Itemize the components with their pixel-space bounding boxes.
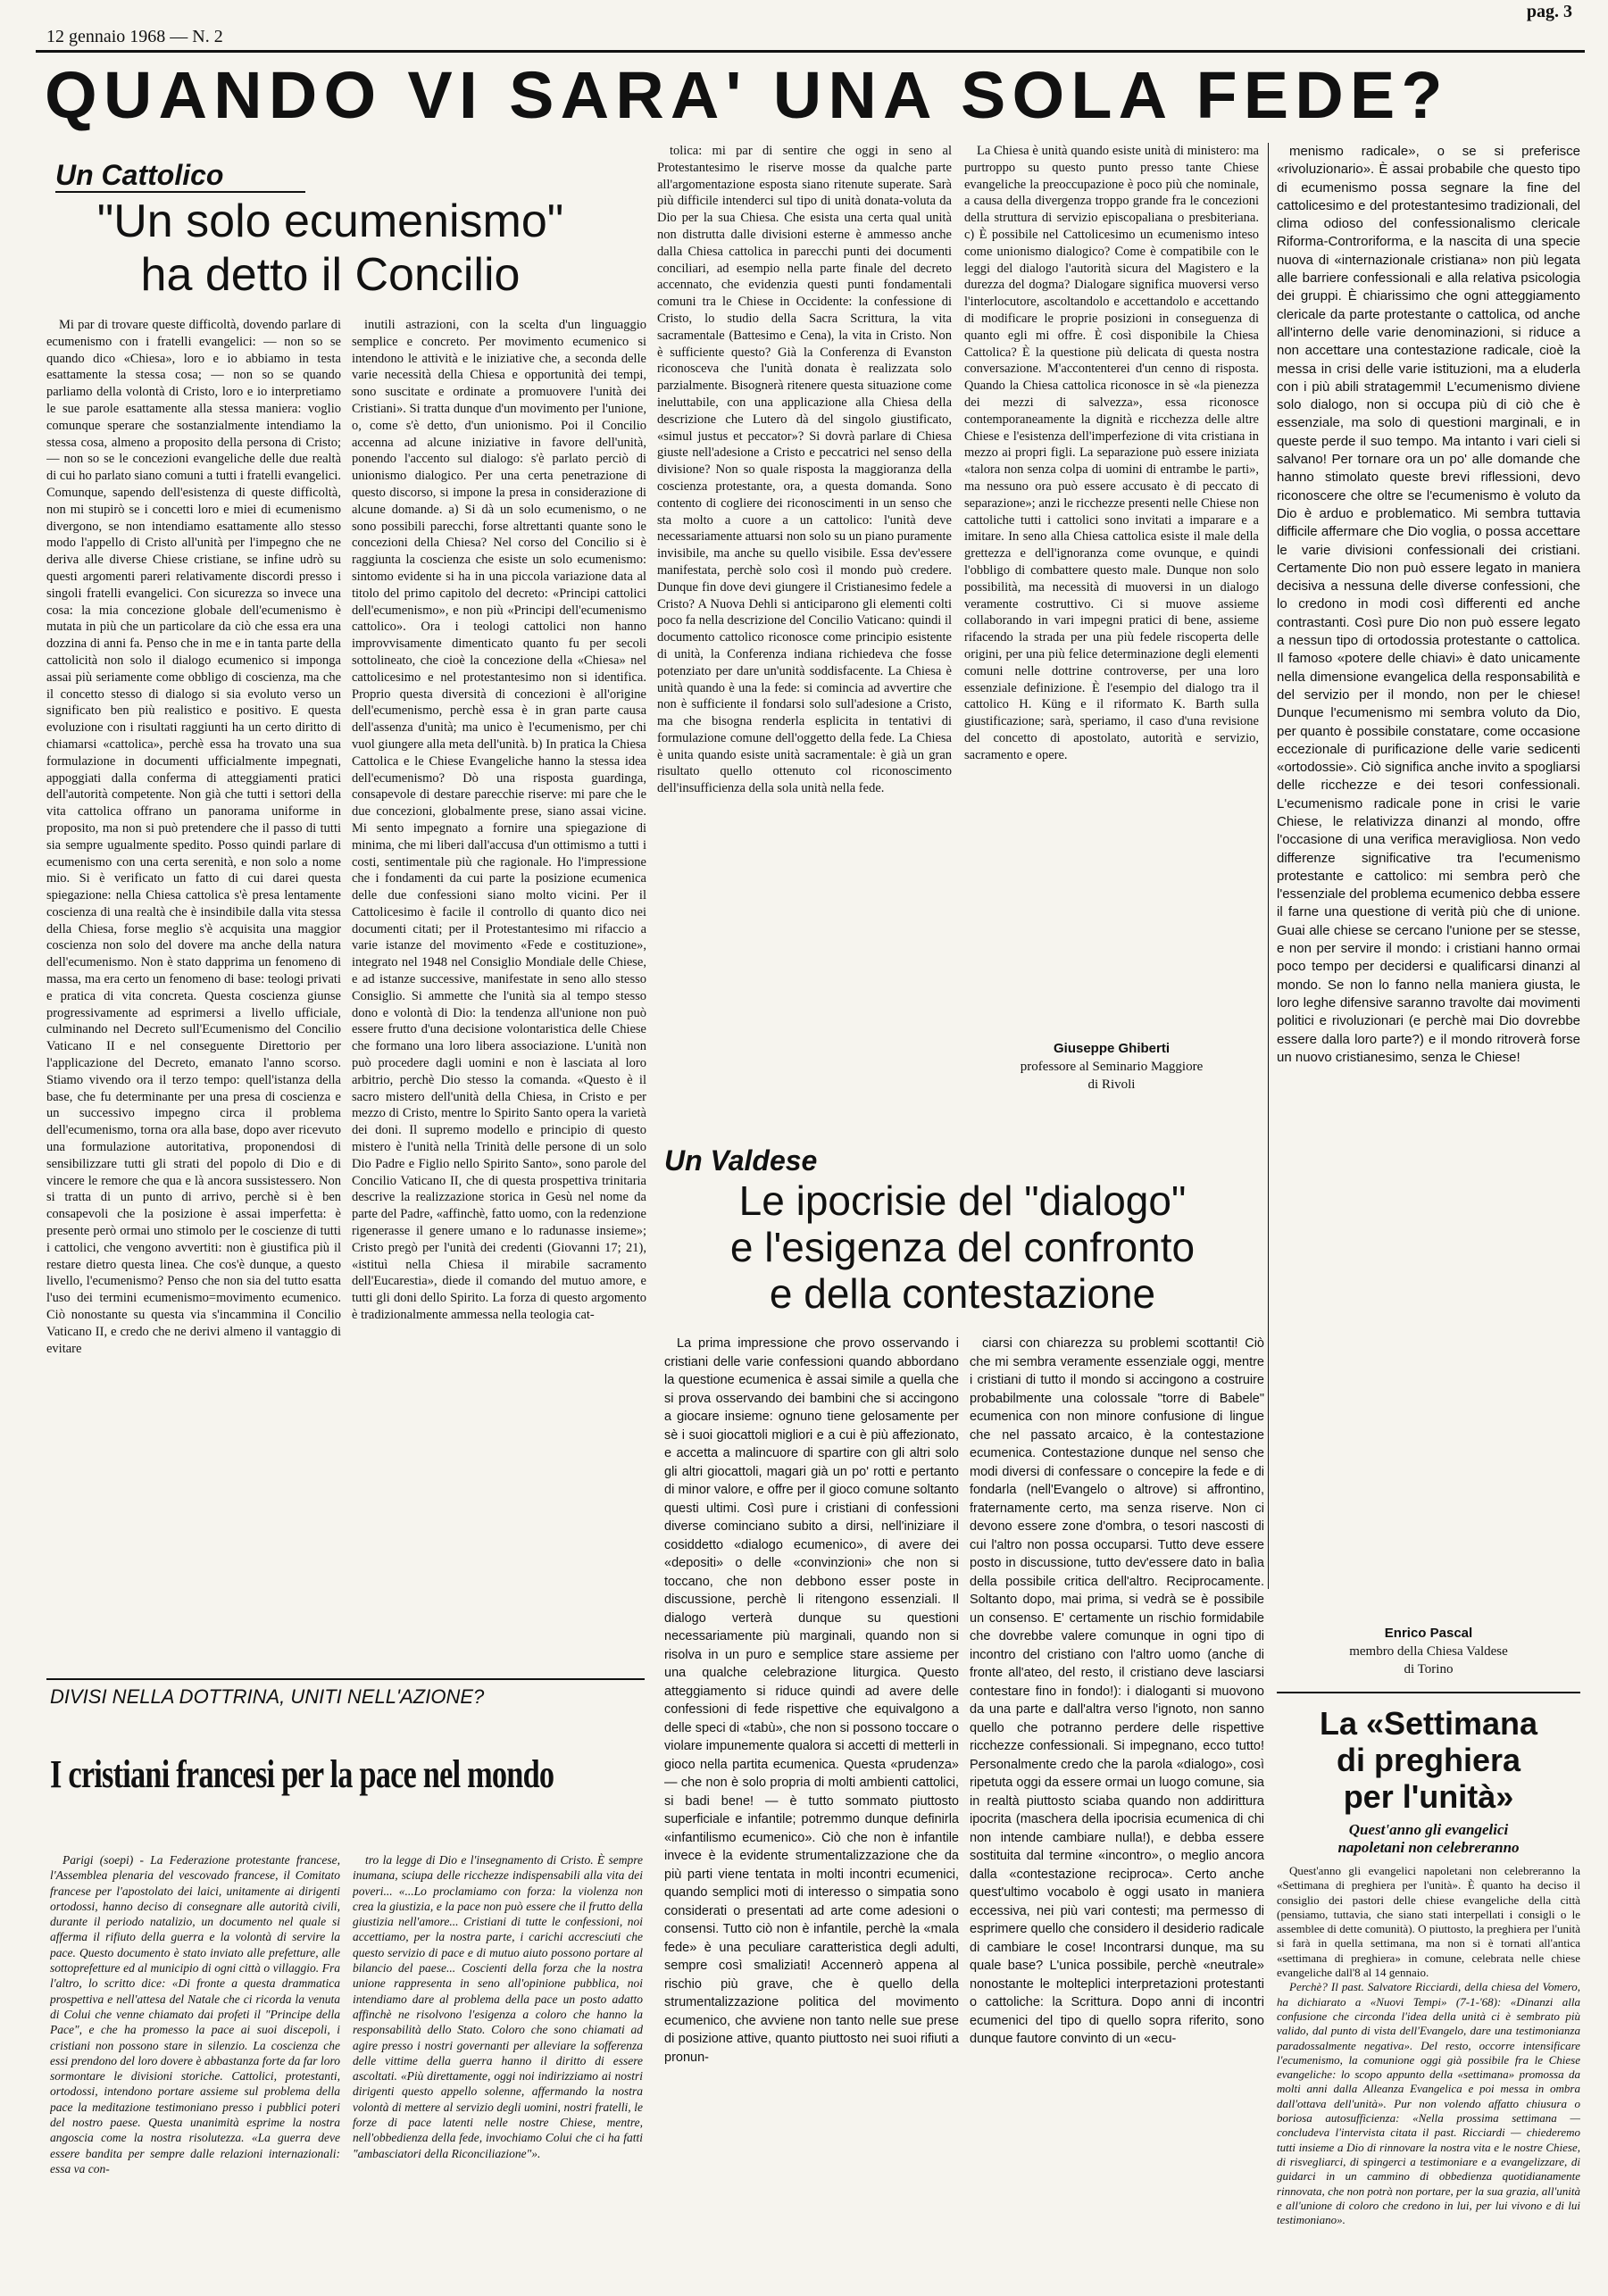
catholic-signature: [964, 1040, 1259, 1094]
masthead-rule: [36, 50, 1585, 53]
valdese-kicker: Un Valdese: [664, 1144, 818, 1177]
catholic-column-4: La Chiesa è unità quando esiste unità di ministero: ma purtroppo su questo punto presso tante Chiese evangeliche la preoccupazione è poco più che nominale, a causa della divergenza troppo grande fra le concezioni della struttura di servizio episcopaliana o presbiteriana. c) È possibile nel Cattolicesimo un ecumenismo inteso come unionismo dialogico? Come è compatibile con le leggi del dialogo l'autorità sicura del Magistero e la durezza del dogma? Dialogare significa muoversi verso l'interlocutore, ascoltandolo e accettandolo e accettando di modificare le proprie posizioni in conseguenza di quanto egli mi offre. È così disponibile la Chiesa Cattolica? È la questione più delicata di questa nostra conversazione. M'accontenterei d'un cenno di risposta. Quando la Chiesa cattolica riconosce in sè «la pienezza dei mezzi di salvezza», essa riconosce contemporaneamente la dignità e ricchezza delle altre Chiese e l'esistenza dell'imperfezione di vita cristiana in mezzo ai propri figli. La separazione può essere iniziata «talora non senza colpa di uomini di entrambe le parti», ma nessuno ora può essere accusato è di peccato di separazione»; anzi le ricchezze presenti nelle Chiese non cattoliche tutti i cattolici sono invitati a imparare e a imitare. In seno alla Chiesa cattolica esiste il male della grettezza e dell'ignoranza come ovunque, e quindi l'obbligo di combattere questo male. Dunque non solo possibilità, ma necessità di muoversi in un dialogo veramente costruttivo. Ci si muove assieme collaborando in vari impegni pratici di bene, assieme rifacendo la strada per una più fedele riscoperta delle origini, per una più felice determinazione degli elementi comuni nelle dottrine controverse, per una loro essenziale definizione. È l'esempio del dialogo tra il cattolico H. Küng e il riformato K. Barth sulla giustificazione; sarà, speriamo, il caso d'una revisione del concetto di apostolato, autorità e servizio, sacramento e opere.: [964, 144, 1259, 762]
valdese-column-2: ciarsi con chiarezza su problemi scottanti! Ciò che mi sembra veramente essenziale oggi, mentre i cristiani di tutto il mondo si accingono a costruire probabilmente una colossale "torre di Babele" ecumenica con non minore confusione di lingue che nel passato arcaico, è la contestazione ecumenica. Contestazione dunque nel senso che modi diversi di confessare o concepire la fede e di fondarla (nell'Evangelo o altrove) si affrontino, fraternamente certo, ma senza riserve. Non ci devono essere zone d'ombra, o tesori nascosti di cui l'altro non possa occuparsi. Tutto deve essere posto in discussione, tutto dev'essere dato in balìa della possibile critica dell'altro. Reciprocamente. Soltanto dopo, mai prima, si vedrà se è possibile un consenso. E' certamente un rischio formidabile che dovrebbe valere comunque in ogni tipo di incontro del cristiano con l'altro uomo (anche di fronte all'ateo, del resto, il cristiano deve lasciarsi contestare fino in fondo!): i dialoganti si muovono da una parte e dall'altra verso l'ignoto, non sanno quello che potranno perdere delle rispettive ricchezze confessionali. Si impegnano, ecco tutto! Personalmente credo che la parola «dialogo», così ripetuta oggi da essere ormai un luogo comune, sia in realtà piuttosto sciaba quando non addirittura ipocrita (maschera della ipocrisia ecumenica di chi non intende cambiare nulla!), e debba essere sostituita dal termine «incontro», o meglio ancora dalla «contestazione reciproca». Certo anche quest'ultimo vocabolo è oggi usato in maniera eccessiva, nei più vari contesti; ma permesso di esprimere quello che considero il desiderio radicale di cambiare le cose! Incontrarsi dunque, ma su quale base? L'unica possibile, perchè «neutrale» nonostante le molteplici interpretazioni protestanti o cattoliche: la Scrittura. Dopo anni di incontri ecumenici del tipo di quello sopra riferito, sono dunque fautore convinto di un «ecu-: [970, 1336, 1264, 2046]
valdese-title-1: Le ipocrisie del "dialogo": [738, 1177, 1187, 1224]
section-rule: [46, 1678, 645, 1680]
valdese-column-1: La prima impressione che provo osservando i cristiani delle varie confessioni quando abbordano la questione ecumenica è assai simile a quella che si prova osservando dei bambini che si accingono a giocare insieme: ognuno tiene gelosamente per sè i suoi giocattoli migliori e a cui è più affezionato, e accetta a malincuore di spartire con gli altri solo gli altri giocattoli, magari già un po' rotti e pertanto di minor valore, e offre per il gioco comune soltanto questi ultimi. Così pure i cristiani di confessioni diverse cominciano subito a dirsi, nell'iniziare il cosiddetto «dialogo ecumenico», di avere dei «depositi» o delle «convinzioni» che non si toccano, che non debbono esser poste in discussione, perchè li ritengono essenziali. Il dialogo verterà dunque su questioni necessariamente più marginali, quando non si risolva in un puro e semplice stare assieme per una qualche celebrazione liturgica. Questo atteggiamento si riduce quindi ad avere delle confessioni di fede rispettive che equivalgono a delle speci di «tabù», che non si possono toccare o violare impunemente qualora si accetti di metterli in gioco nella partita ecumenica. Questa «prudenza» — che non è solo propria di molti ambienti cattolici, si badi bene! — è tutto sommato piuttosto superficiale e infantile; potremmo dunque definirla «infantilismo ecumenico». Ciò che non è infantile invece è la evidente strumentalizzazione che da più parti viene tentata in molti incontri ecumenici, quando semplici moti di interesso o simpatia sono considerati o presentati ad arte come adesioni o consensi. Tutto ciò non è infantile, perchè la «mala fede» è una peculiare caratteristica degli adulti, sempre così smaliziati! Accennerò appena al rischio più grave, che è quello della strumentalizzazione politica del movimento ecumenico, che avviene non tanto nelle sue prese di posizione attive, quanto piuttosto nei suoi rifiuti a pronun-: [664, 1336, 959, 2065]
francesi-title: I cristiani francesi per la pace nel mondo: [50, 1752, 554, 1796]
signature-place: di Rivoli: [1087, 1077, 1136, 1092]
catholic-title-1: "Un solo ecumenismo": [96, 195, 564, 247]
signature-name: Giuseppe Ghiberti: [1053, 1041, 1171, 1056]
catholic-title-2: ha detto il Concilio: [140, 249, 521, 301]
page-number: pag. 3: [1526, 2, 1572, 21]
settimana-title-3: per l'unità»: [1343, 1778, 1514, 1815]
settimana-body: Quest'anno gli evangelici napoletani non celebreranno la «Settimana di preghiera per l'unità». È quanto ha deciso il consiglio dei pastori delle chiese evangeliche della città (pensiamo, tuttavia, che siano stati interpellati i consigli o le assemblee di dette comunità). O piuttosto, la preghiera per l'unità si farà in quella settimana, ma non si è tornati all'antica «settimana di preghiera» in comune, celebrata nelle chiese evangeliche dall'8 al 14 gennaio. Perchè? Il past. Salvatore Ricciardi, della chiesa del Vomero, ha dichiarato a «Nuovi Tempi» (7-1-'68): «Dinanzi alla confusione che circonda l'idea della unità ci è sembrato più valido, dal punto di vista dell'Evangelo, dare una testimonianza paradossalmente negativa». Del resto, occorre intensificare l'ecumenismo, la comunione oggi già possibile fra le Chiese evangeliche: lo scopo appunto della «settimana» promossa da molti anni dalla Alleanza Evangelica e poi messa in ombra dall'ottava dell'unità». Pur non volendo affatto chiusura o boriosa autosufficienza: «Nella prossima settimana — concludeva l'intervista citata il past. Ricciardi — chiederemo tutti insieme a Dio di rinnovare la nostra vita e le nostre Chiese, di risvegliarci, di spingerci a testimoniare e a evangelizzare, di guidarci in un cammino di obbedienza quotidianamente rinnovata, che non potrà non portare, per la sua grazia, all'unità e all'unione di coloro che credono in lui, per lui vivono e di lui testimoniano».: [1277, 1864, 1580, 2227]
signature-place: di Torino: [1404, 1662, 1454, 1676]
settimana-title-1: La «Settimana: [1319, 1705, 1538, 1742]
page-headline: QUANDO VI SARA' UNA SOLA FEDE?: [45, 58, 1449, 132]
settimana-title-2: di preghiera: [1336, 1742, 1521, 1778]
signature-role: membro della Chiesa Valdese: [1349, 1644, 1508, 1659]
valdese-title-2: e l'esigenza del confronto: [729, 1224, 1196, 1270]
catholic-column-3: tolica: mi par di sentire che oggi in seno al Protestantesimo le riserve mosse da qualche parte all'argomentazione esposta siano ritenute superate. Sarà più difficile intenderci sul tipo di unità donata-voluta da Dio per la sua Chiesa. Che esista una certa qual unità non distrutta dalle divisioni esterne è ammesso anche dalla Chiesa cattolica in parecchi punti dei documenti conciliari, ad esempio nella parte finale del decreto accennato, che evidenzia questi punti fondamentali comuni tra le Chiese in Occidente: la confessione di Cristo, lo studio della Sacra Scrittura, la vita sacramentale (Battesimo e Cena), la vita in Cristo. Non è sufficiente questo? Già la Conferenza di Evanston riconosceva che l'unità donata è realizzata solo parzialmente. Bisognerà ritenere questa situazione come ineluttabile, con una applicazione alla Chiesa della descrizione che Lutero dà del singolo giustificato, «simul justus et peccator»? Si dovrà parlare di Chiesa giuste nell'adesione a Cristo e peccatrici nel senso della divisione? Non so quale risposta la maggioranza della coscienza protestante, ora, a questa domanda. Sono contento di cogliere dei riconoscimenti in un senso che sta molto a cuore a un cattolico: l'unità deve necessariamente attuarsi non solo su un piano puramente invisibile, ma anche su quello visibile. Essa dev'essere manifestata, perchè solo così il mondo può credere. Dunque fin dove devi giungere il Cristianesimo fedele a Cristo? A Nuova Dehli si anticiparono gli elementi colti poco fa nella descrizione del Concilio Vaticano: quindi il documento cattolico riconosce come principio esistente di unità, la Conferenza indiana richiedeva che fosse potenziato per dare un'unità soddisfacente. La Chiesa è unità quando è una la fede: si comincia ad avvertire che non è sufficiente il fondarsi solo sull'adesione a Cristo, ma che bisogna renderla esplicita in tentativi di formulazione comune dell'oggetto della fede. La Chiesa è unita quando esiste unità sacramentale: è già un gran risultato quello ottenuto col riconoscimento dell'insufficienza della sola unità nella fede.: [657, 144, 952, 796]
francesi-column-2: tro la legge di Dio e l'insegnamento di Cristo. È sempre inumana, sciupa delle ricchezze indispensabili alla vita dei poveri... «...Lo proclamiamo con forza: la violenza non crea la giustizia, e la pace non può essere che il frutto della giustizia nell'amore... Cristiani di tutte le confessioni, noi accettiamo, per la nostra parte, i carichi accresciuti che questo servizio di pace e di mutuo aiuto possono portare al bilancio del paese... Coscienti della forza che la nostra unione rappresenta in seno all'opinione pubblica, noi intendiamo dare al problema della pace un posto adatto affinchè ne risolvono l'esigenza a coloro che hanno la responsabilità dello Stato. Coloro che sono chiamati ad agire presso i nostri governanti per alleviare la sofferenza delle vittime della guerra hanno il diritto di essere ascoltati. «Più direttamente, oggi noi indirizziamo ai nostri dirigenti questo appello solenne, affermando la nostra volontà di mettere al servizio degli uomini, nostri fratelli, le forze di pace latenti nelle nostre Chiese, mentre, nell'obbedienza della fede, invochiamo Colui che ci ha fatti "ambasciatori della Riconciliazione"».: [353, 1853, 643, 2160]
settimana-subtitle-1: Quest'anno gli evangelici: [1348, 1821, 1509, 1838]
column-rule: [1268, 143, 1269, 1589]
signature-name: Enrico Pascal: [1384, 1626, 1473, 1641]
radical-column: menismo radicale», o se si preferisce «rivoluzionario». È assai probabile che questo tipo di ecumenismo possa segnare la fine del cattolicesimo e del protestantesimo tradizionali, del clima odioso del confessionalismo clericale Riforma-Controriforma, e la nascita di una specie nuova di «internazionale cristiana» non più legata alle barriere confessionali e alla relativa psicologia dei gruppi. È chiarissimo che ogni atteggiamento clericale da parte protestante o cattolica, od anche all'interno delle varie denominazioni, si riduce a non accettare una contestazione radicale, cioè la messa in crisi delle varie istituzioni, ma a eluderla con i più abili stratagemmi! L'ecumenismo diviene solo dialogo, non si occupa più di ciò che è essenziale, ma solo di questioni marginali, e in queste perde il suo tempo. Ma intanto i vari cieli si salvano! Per tornare ora un po' alle domande che hanno stimolato queste brevi riflessioni, devo riconoscere che oltre se l'ecumenismo è voluto da Dio è arduo e problematico. Mi sembra tuttavia difficile affermare che Dio voglia, o possa accettare le varie divisioni confessionali dei cristiani. Certamente Dio non può essere legato in maniera decisiva a nessuna delle diverse confessioni, che lo credono in modi così differenti ed anche contrastanti. Così pure Dio non può essere legato a nessun tipo di ortodossia protestante o cattolica. Il famoso «potere delle chiavi» è dato unicamente nella dimensione evangelica della responsabilità e del servizio per il mondo, non per le chiese! Dunque l'ecumenismo mi sembra voluto da Dio, per quanto è possibile constatare, come occasione eccezionale di purificazione delle varie sedicenti «ortodossie». Ciò significa anche invito a spogliarsi delle ricchezze e dei tesori confessionali. L'ecumenismo radicale pone in crisi le varie Chiese, le relativizza dinanzi al mondo, offre l'occasione di una verifica meravigliosa. Non vedo differenze significative tra l'ecumenismo protestante e cattolico: mi sembra però che l'essenziale del problema ecumenico debba essere il farne una questione di verità più che di unione. Guai alle chiese se cercano l'unione per se stesse, e non per servire il mondo: i cristiani hanno ormai poco tempo per decidersi e qualificarsi dinanzi al mondo. Se non lo fanno nella maniera giusta, le loro leghe difensive saranno travolte dai movimenti politici e rivoluzionari (e perchè mai Dio dovrebbe essere dalla loro parte?) e il mondo ritroverà forse un nuovo cristianesimo, senza le Chiese!: [1277, 144, 1580, 1065]
francesi-kicker: DIVISI NELLA DOTTRINA, UNITI NELL'AZIONE?: [50, 1685, 485, 1708]
settimana-subtitle-2: napoletani non celebreranno: [1337, 1839, 1520, 1856]
catholic-column-1: Mi par di trovare queste difficoltà, dovendo parlare di ecumenismo con i fratelli evangelici: — non so se quando dico «Chiesa», loro e io abbiamo in testa esattamente la stessa cosa; — non so se quando parliamo della volontà di Cristo, loro e io interpretiamo le sue parole esattamente alla stessa maniera: voglio comunque sperare che sostanzialmente intendiamo la stessa cosa, almeno a proposito della persona di Cristo; — non so se le concezioni evangeliche delle due realtà di cui ho parlato siano comuni a tutti i fratelli evangelici. Comunque, sapendo dell'esistenza di queste difficoltà, non mi stupirò se i concetti loro e miei di ecumenismo divergono, se non intendiamo esattamente allo stesso modo l'appello di Cristo all'unità per l'impegno che ne deriva alle diverse Chiese cristiane, se infine udrò su questi argomenti pareri relativamente discordi presso i singoli fratelli evangelici. Con sicurezza so invece una cosa: la mia concezione globale dell'ecumenismo è mutata in più che un particolare da ciò che essa era una dozzina di anni fa. Penso che in me e in tanta parte della cattolicità non solo il dialogo ecumenico si imponga assai più seriamente come obbligo di coscienza, ma che il concetto stesso di dialogo si sia evoluto verso un significato ben più realistico e positivo. E questa evoluzione con i risultati raggiunti ha un certo diritto di chiamarsi «cattolica», perchè essa ha trovato una sua formulazione in documenti ufficialmente impegnati, appoggiati dalla conferma di atteggiamenti pratici dell'autorità competente. Non già che tutti i settori della vita cattolica offrano un panorama uniforme in proposito, ma non si può pretendere che il passo di tutti sia sempre ugualmente spedito. Posso quindi parlare di ecumenismo con una certa serenità, e non solo a nome mio. Si è verificato un fatto di cui darei questa spiegazione: nella Chiesa cattolica s'è presa lentamente coscienza di una realtà che è insindibile dalla vita stessa della Chiesa, forse meglio s'è acquisita una maggior coscienza non solo del dovere ma anche della natura dell'ecumenismo. Non è stato dapprima un fenomeno di massa, ma era certo un fenomeno di base: teologi privati e pratica di vita concreta. Questa coscienza giunse progressivamente ad esprimersi a livello ufficiale, culminando nel Decreto sull'Ecumenismo del Concilio Vaticano II e nel conseguente Direttorio per l'applicazione del Decreto, emanato l'anno scorso. Stiamo vivendo ora il terzo tempo: quell'istanza della base, che fu determinante per una presa di coscienza e un successivo impegno circa il problema dell'ecumenismo, torna ora alla base, dopo aver ricevuto una formulazione autoritativa, proponendosi di sensibilizzare tutti gli strati del popolo di Dio e di vincere le remore che qua e là ancora sussistessero. Non si tratta di un punto di arrivo, perchè si è ben consapevoli che la posizione è assai imperfetta: è presente però ormai uno stimolo per le coscienze di tutti i cattolici, che vengono avvertiti: non è giustifica più il restare dietro questa linea. Che cos'è dunque, a questo livello, l'ecumenismo? Penso che non sia del tutto esatta l'uso dei termini ecumenismo=movimento ecumenico. Ciò nonostante su questa via s'incammina il Concilio Vaticano II, e credo che ne derivi almeno il vantaggio di evitare: [46, 318, 341, 1356]
catholic-column-2: inutili astrazioni, con la scelta d'un linguaggio semplice e concreto. Per movimento ecumenico si intendono le attività e le iniziative che, a seconda delle varie necessità della Chiesa e opportunità dei tempi, sono suscitate e ordinate a promuovere l'unità dei Cristiani». Si tratta dunque d'un movimento per l'unione, o, come s'è detto, d'un unionismo. Poi il Concilio accenna ad alcune iniziative in favore dell'unità, ponendo l'accento sul dialogo: s'è parlato perciò di unionismo dialogico. Per una certa penetrazione di questo discorso, si impone la presa in considerazione di alcune domande. a) Si dà un solo ecumenismo, o ne sono possibili parecchi, forse altrettanti quante sono le concezioni della Chiesa? Nel corso del Concilio si è raggiunta la coscienza che esiste un solo ecumenismo: sintomo evidente si ha in una piccola variazione data al titolo del primo capitolo del decreto: «Principi cattolici dell'ecumenismo», e non più «Principi dell'ecumenismo cattolico». Ora i teologi cattolici non hanno improvvisamente dimenticato quanto fu per secoli sottolineato, che cioè la concezione della «Chiesa» nel cattolicesimo e nel protestantesimo non si identifica. Proprio questa diversità di concezioni è all'origine dell'ecumenismo, perchè essa è in gran parte causa dell'assenza d'unità; ma unico è l'ecumenismo, per chi vuol giungere alla meta dell'unità. b) In pratica la Chiesa Cattolica e le Chiese Evangeliche hanno la stessa idea dell'ecumenismo? Dò una risposta guardinga, consapevole di destare parecchie riserve: mi pare che le due concezioni, globalmente prese, siano assai vicine. Mi sento impegnato a fornire una spiegazione di minima, che mi liberi dall'accusa d'un ottimismo a tutti i costi, sentimentale più che ragionale. Ho l'impressione che i fondamenti da cui parte la posizione ecumenica delle due confessioni siano molto vicini. Per il Cattolicesimo è facile il controllo di quanto dico nei documenti citati; per il Protestantesimo mi rifaccio a varie istanze del movimento «Fede e costituzione», integrato nel 1948 nel Consiglio Mondiale delle Chiese, e ad istanze successive, manifestate in seno allo stesso Consiglio. Si ammette che l'unità sia al tempo stesso dono e volontà di Dio: la tendenza all'unione non può essere frutto d'una decisione volontaristica delle Chiese che formano una loro libera associazione. L'unità non può procedere dagli uomini e non è lasciata al loro arbitrio, perchè Dio stesso la comanda. «Questo è il sacro mistero dell'unità della Chiesa, in Cristo e per mezzo di Cristo, mentre lo Spirito Santo opera la varietà dei doni. Il supremo modello e principio di questo mistero è l'unità nella Trinità delle persone di un solo Dio Padre e Figlio nello Spirito Santo», sono parole del Concilio Vaticano II, che di questa prospettiva trinitaria descrive la realizzazione storica in Gesù nel nome da parte del Padre, «affinchè, fatto uomo, con la redenzione rigenerasse il genere umano e lo radunasse insieme»; Cristo pregò per l'unità dei credenti (Giovanni 17; 21), «istituì nella Chiesa il mirabile sacramento dell'Eucarestia», diede il comando del mutuo amore, e tutti gli doni dello Spirito. La forza di questo argomento è tradizionalmente ammessa nella teologia cat-: [352, 318, 646, 1323]
signature-role: professore al Seminario Maggiore: [1020, 1060, 1204, 1074]
catholic-kicker: Un Cattolico: [55, 159, 224, 191]
valdese-title-3: e della contestazione: [769, 1270, 1156, 1317]
issue-date: 12 gennaio 1968 — N. 2: [46, 27, 223, 46]
kicker-underline: [55, 191, 305, 193]
francesi-column-1: Parigi (soepi) - La Federazione protestante francese, l'Assemblea plenaria del vescovado francese, il Comitato francese per l'apostolato dei laici, unitamente ai dirigenti ortodossi, hanno deciso di consegnare alle autorità civili, durante il periodo natalizio, un documento nel quale si afferma il rifiuto della guerra e la volontà di servire la pace. Questo documento è stato inviato alle prefetture, alle sottoprefetture ed al municipio di ogni città o villaggio. Fra l'altro, lo scritto dice: «Di fronte a questa drammatica prospettiva e nell'attesa del Natale che ci ricorda la venuta di Colui che venne chiamato dai profeti il "Principe della Pace", e che ha promesso la pace ai suoi discepoli, i cristiani non possono stare in silenzio. La coscienza che essi prendono del loro dovere è abbastanza forte da far loro sormontare le divisioni storiche. Cattolici, protestanti, ortodossi, intendono portare assieme sul problema della pace la meditazione testimoniano presso i pubblici poteri del nostro paese. Questa unanimità esprime la nostra angoscia come la nostra risolutezza. «La guerra deve essere bandita per sempre dalle relazioni internazionali: essa va con-: [50, 1853, 340, 2175]
box-rule: [1277, 1692, 1580, 1693]
valdese-signature: [1277, 1625, 1580, 1678]
